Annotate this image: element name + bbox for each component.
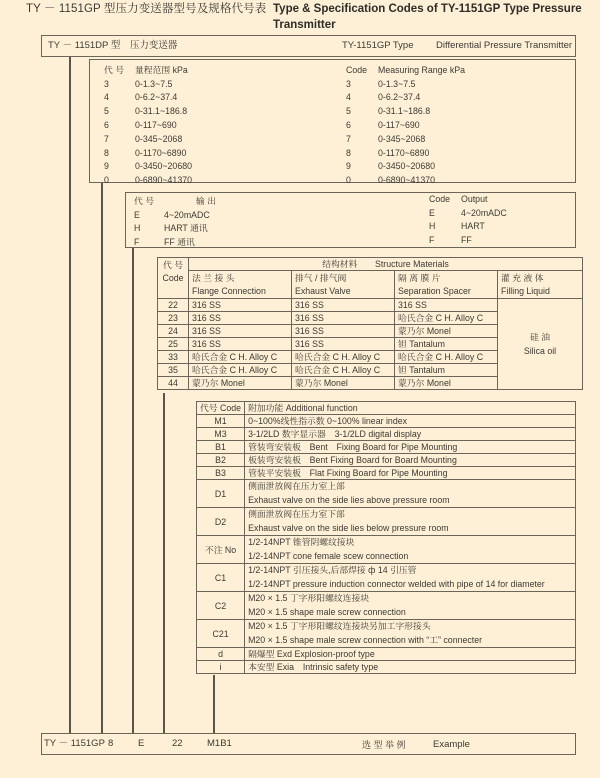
range-value: 0-31.1~186.8 (135, 106, 188, 117)
range-table-en (346, 63, 465, 187)
function-row: d 隔爆型 Exd Explosion-proof type (197, 648, 576, 661)
output-header-code-en: Code (429, 193, 451, 204)
example-label-en: Example (433, 739, 470, 750)
materials-filling-value: 硅 油 Silica oil (498, 299, 583, 390)
output-value: 4~20mADC (461, 207, 507, 218)
range-code: 0 (346, 175, 351, 186)
connector-line-material (163, 393, 165, 734)
range-code: 4 (346, 92, 351, 103)
range-header-range-en: Measuring Range kPa (378, 64, 466, 75)
output-value: HART 通讯 (164, 223, 208, 234)
materials-row: 33 哈氏合金 C H. Alloy C 哈氏合金 C H. Alloy C 哈氏合金 C H. Alloy C (158, 351, 583, 364)
materials-row: 25 316 SS 316 SS 钽 Tantalum (158, 338, 583, 351)
function-row: M3 3-1/2LD 数字显示器 3-1/2LD digital display (197, 428, 576, 441)
range-code: 6 (104, 120, 109, 131)
range-value: 0-6890~41370 (378, 175, 435, 186)
range-code: 8 (346, 147, 351, 158)
range-code: 9 (104, 161, 109, 172)
type-en: TY-1151GP Type (342, 40, 414, 51)
functions-header-code: 代号 Code (197, 402, 245, 415)
output-code: E (134, 209, 140, 220)
materials-col-filling: 灌 充 液 体 Filling Liquid (498, 271, 583, 299)
range-code: 0 (104, 175, 109, 186)
range-code: 3 (346, 78, 351, 89)
example-function-code: M1B1 (207, 738, 232, 749)
range-code: 4 (104, 92, 109, 103)
output-header-output-cn: 输 出 (196, 195, 217, 206)
example-range-code: 8 (108, 738, 114, 749)
range-box (89, 59, 576, 186)
example-model: TY － 1151GP (44, 738, 105, 749)
range-value: 0-345~2068 (378, 133, 426, 144)
function-row: C2 M20 × 1.5 丁字形阳螺纹连接块 M20 × 1.5 shape male screw connection (197, 592, 576, 620)
materials-col-exhaust: 排气 / 排气阀 Exhaust Valve (292, 271, 395, 299)
function-row: D2 侧面泄放阀在压力室下部 Exhaust valve on the side lies below pressure room (197, 508, 576, 536)
type-desc-en: Differential Pressure Transmitter (436, 40, 573, 51)
range-header-range-cn: 量程范围 kPa (135, 64, 188, 75)
output-value: 4~20mADC (164, 209, 210, 220)
range-value: 0-6.2~37.4 (378, 92, 421, 103)
range-header-code-cn: 代 号 (104, 64, 125, 75)
output-code: E (429, 207, 435, 218)
range-value: 0-1.3~7.5 (135, 78, 173, 89)
range-code: 7 (346, 133, 351, 144)
example-row (41, 733, 576, 755)
materials-table (157, 257, 583, 390)
range-value: 0-3450~20680 (378, 161, 435, 172)
output-code: H (429, 221, 436, 232)
range-value: 0-3450~20680 (135, 161, 192, 172)
materials-row: 24 316 SS 316 SS 蒙乃尔 Monel (158, 325, 583, 338)
range-value: 0-1170~6890 (135, 147, 187, 158)
materials-group-header: 结构材料 Structure Materials (189, 258, 583, 271)
output-code: H (134, 223, 141, 234)
range-value: 0-6890~41370 (135, 175, 192, 186)
range-code: 8 (104, 147, 109, 158)
function-row: M1 0~100%线性指示数 0~100% linear index (197, 415, 576, 428)
materials-row: 44 蒙乃尔 Monel 蒙乃尔 Monel 蒙乃尔 Monel (158, 377, 583, 390)
example-material-code: 22 (172, 738, 183, 749)
function-row: C21 M20 × 1.5 丁字形阳螺纹连接块另加工字形接头 M20 × 1.5 shape male screw connection with “工” connecter (197, 620, 576, 648)
range-value: 0-117~690 (378, 120, 420, 131)
output-value: FF 通讯 (164, 237, 195, 248)
functions-table (196, 401, 576, 674)
materials-code-header (158, 258, 189, 299)
materials-row: 23 316 SS 316 SS 哈氏合金 C H. Alloy C (158, 312, 583, 325)
materials-col-flange: 法 兰 接 头 Flange Connection (189, 271, 292, 299)
range-code: 7 (104, 133, 109, 144)
type-cn: TY － 1151DP 型 压力变送器 (48, 40, 178, 51)
range-value: 0-345~2068 (135, 133, 183, 144)
title-chinese: TY － 1151GP 型压力变送器型号及规格代号表 (26, 3, 267, 15)
example-output-code: E (138, 738, 145, 749)
title-english: Type & Specification Codes of TY-1151GP Type Pressure Transmitter (273, 3, 582, 31)
output-code: F (134, 237, 140, 248)
function-row: B1 管装弯安装板 Bent Fixing Board for Pipe Mounting (197, 441, 576, 454)
range-value: 0-1.3~7.5 (378, 78, 416, 89)
range-code: 9 (346, 161, 351, 172)
function-row: D1 侧面泄放阀在压力室上部 Exhaust valve on the side lies above pressure room (197, 480, 576, 508)
connector-line-range (101, 183, 103, 734)
output-value: HART (461, 221, 485, 232)
connector-line-model (69, 57, 71, 734)
example-label-cn: 选 型 举 例 (362, 740, 406, 750)
connector-line-output (132, 248, 134, 734)
range-code: 5 (104, 106, 109, 117)
function-row: C1 1/2-14NPT 引压接头,后部焊接 ф 14 引压管 1/2-14NPT pressure induction connector welded with pipe of 14 for diameter (197, 564, 576, 592)
range-code: 3 (104, 78, 109, 89)
output-table-cn (134, 194, 216, 249)
output-header-output-en: Output (461, 193, 488, 204)
type-row (41, 35, 576, 57)
function-row: B2 板装弯安装板 Bent Fixing Board for Board Mounting (197, 454, 576, 467)
output-box (125, 192, 576, 248)
range-header-code-en: Code (346, 64, 368, 75)
function-row: i 本安型 Exia Intrinsic safety type (197, 661, 576, 674)
output-table-en (429, 192, 507, 247)
range-value: 0-117~690 (135, 120, 177, 131)
function-row: 不注 No 1/2-14NPT 锥管阴螺纹接块 1/2-14NPT cone female scew connection (197, 536, 576, 564)
connector-line-function (213, 675, 215, 734)
materials-code-header-cn: 代 号 (162, 260, 184, 270)
range-value: 0-31.1~186.8 (378, 106, 431, 117)
range-code: 5 (346, 106, 351, 117)
materials-col-spacer: 隔 离 膜 片 Separation Spacer (395, 271, 498, 299)
output-value: FF (461, 235, 472, 246)
range-code: 6 (346, 120, 351, 131)
output-code: F (429, 235, 435, 246)
range-table-cn (104, 63, 192, 187)
range-value: 0-6.2~37.4 (135, 92, 178, 103)
range-value: 0-1170~6890 (378, 147, 430, 158)
output-header-code-cn: 代 号 (134, 195, 155, 206)
materials-code-header-en: Code (162, 273, 184, 283)
function-row: B3 管装平安装板 Flat Fixing Board for Pipe Mounting (197, 467, 576, 480)
functions-header-desc: 附加功能 Additional function (245, 402, 576, 415)
materials-row: 22 316 SS 316 SS 316 SS 硅 油 Silica oil (158, 299, 583, 312)
materials-row: 35 哈氏合金 C H. Alloy C 哈氏合金 C H. Alloy C 钽 Tantalum (158, 364, 583, 377)
